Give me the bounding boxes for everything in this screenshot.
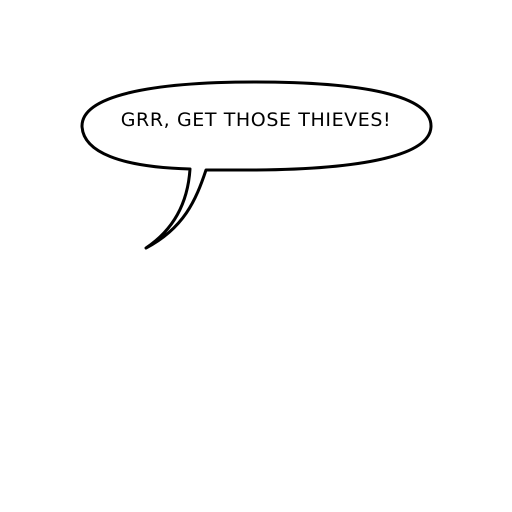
speech-bubble-text: GRR, GET THOSE THIEVES! (120, 109, 392, 131)
